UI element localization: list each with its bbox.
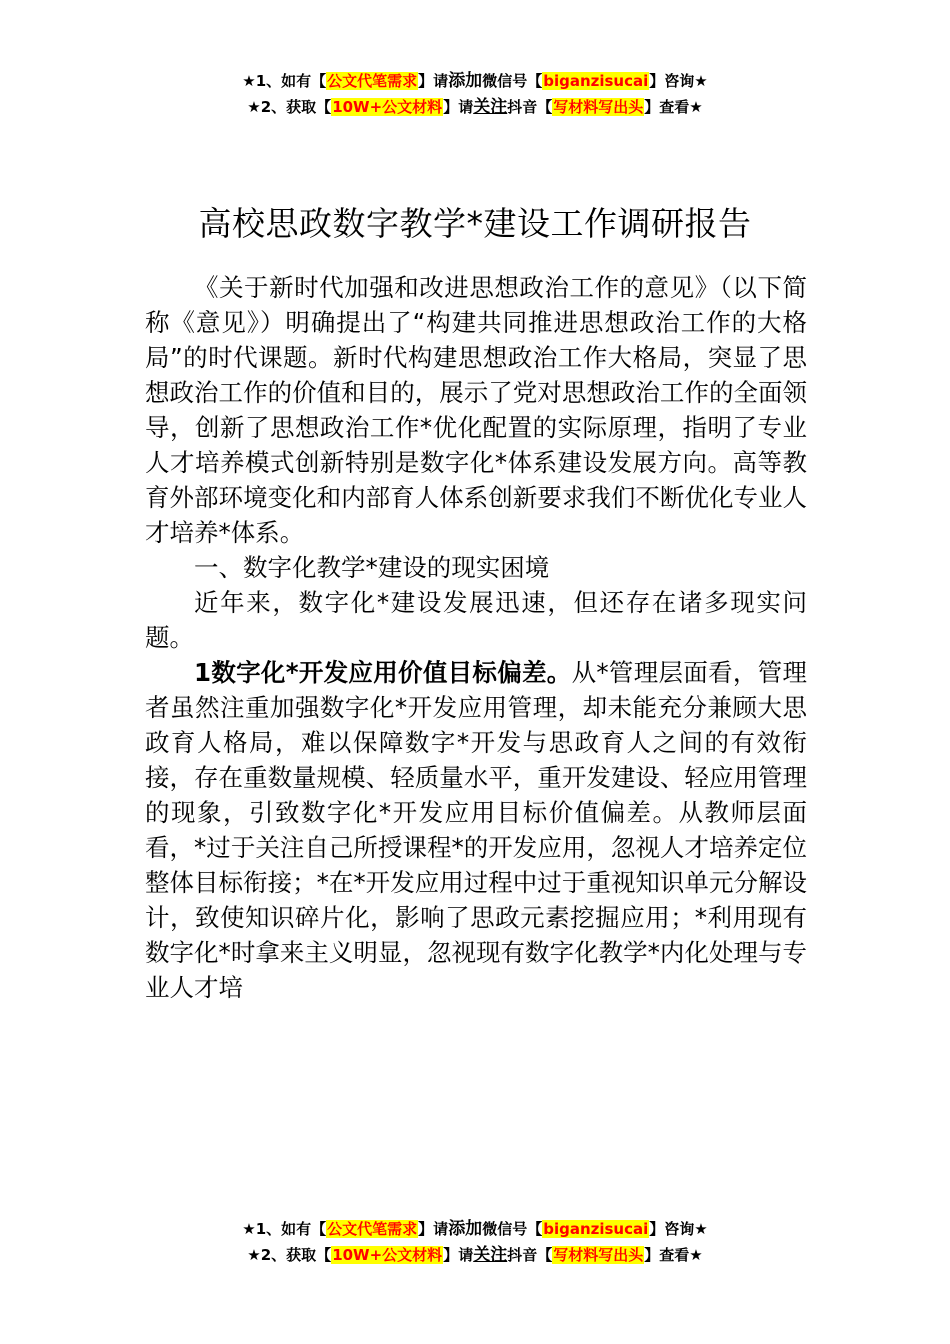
- banner-highlight: biganzisucai: [543, 72, 649, 90]
- banner-highlight: 公文代笔需求: [327, 1220, 418, 1238]
- banner-emphasis: 关注: [473, 97, 508, 117]
- banner-line-2: [0, 94, 950, 120]
- banner-text: 】请: [418, 1220, 449, 1238]
- paragraph-point-1: [145, 655, 807, 1005]
- banner-text: 】咨询★: [649, 72, 708, 90]
- document-title: 高校思政数字教学*建设工作调研报告: [198, 204, 752, 244]
- point-1-heading: 1数字化*开发应用价值目标偏差。: [194, 658, 572, 687]
- banner-highlight: 公文代笔需求: [327, 72, 418, 90]
- banner-text: ★2、获取【: [247, 1246, 332, 1264]
- banner-text: 抖音【: [507, 98, 553, 116]
- section-heading: 一、数字化教学*建设的现实困境: [194, 553, 550, 582]
- banner-text: 】查看★: [644, 98, 703, 116]
- paragraph-overview: 近年来，数字化*建设发展迅速，但还存在诸多现实问题。: [145, 588, 807, 652]
- banner-text: 抖音【: [507, 1246, 553, 1264]
- banner-highlight: 10W+公文材料: [332, 1246, 443, 1264]
- banner-emphasis: 添加: [448, 1219, 483, 1239]
- banner-text: 微信号【: [482, 72, 543, 90]
- banner-line-2: [0, 1242, 950, 1268]
- banner-highlight: 10W+公文材料: [332, 98, 443, 116]
- document-body: [145, 270, 807, 1005]
- banner-text: 】查看★: [644, 1246, 703, 1264]
- banner-text: 】请: [418, 72, 449, 90]
- banner-text: 微信号【: [482, 1220, 543, 1238]
- banner-text: 】请: [443, 1246, 474, 1264]
- footer-banner: [0, 1216, 950, 1268]
- banner-text: 】请: [443, 98, 474, 116]
- banner-text: ★2、获取【: [247, 98, 332, 116]
- banner-text: ★1、如有【: [242, 1220, 327, 1238]
- banner-emphasis: 添加: [448, 71, 483, 91]
- point-1-text: 从*管理层面看，管理者虽然注重加强数字化*开发应用管理，却未能充分兼顾大思政育人格局，难以保障数字*开发与思政育人之间的有效衔接，存在重数量规模、轻质量水平，重开发建设、轻应用管理的现象，引致数字化*开发应用目标价值偏差。从教师层面看，*过于关注自己所授课程*的开发应用，忽视人才培养定位整体目标衔接；*在*开发应用过程中过于重视知识单元分解设计，致使知识碎片化，影响了思政元素挖掘应用；*利用现有数字化*时拿来主义明显，忽视现有数字化教学*内化处理与专业人才培: [145, 658, 808, 1002]
- banner-text: ★1、如有【: [242, 72, 327, 90]
- banner-line-1: [0, 1216, 950, 1242]
- banner-highlight: biganzisucai: [543, 1220, 649, 1238]
- banner-highlight: 写材料写出头: [553, 1246, 644, 1264]
- banner-line-1: [0, 68, 950, 94]
- banner-emphasis: 关注: [473, 1245, 508, 1265]
- banner-highlight: 写材料写出头: [553, 98, 644, 116]
- banner-text: 】咨询★: [649, 1220, 708, 1238]
- header-banner: [0, 68, 950, 120]
- paragraph-intro: 《关于新时代加强和改进思想政治工作的意见》（以下简称《意见》）明确提出了“构建共同推进思想政治工作的大格局”的时代课题。新时代构建思想政治工作大格局，突显了思想政治工作的价值和目的，展示了党对思想政治工作的全面领导，创新了思想政治工作*优化配置的实际原理，指明了专业人才培养模式创新特别是数字化*体系建设发展方向。高等教育外部环境变化和内部育人体系创新要求我们不断优化专业人才培养*体系。: [145, 273, 807, 547]
